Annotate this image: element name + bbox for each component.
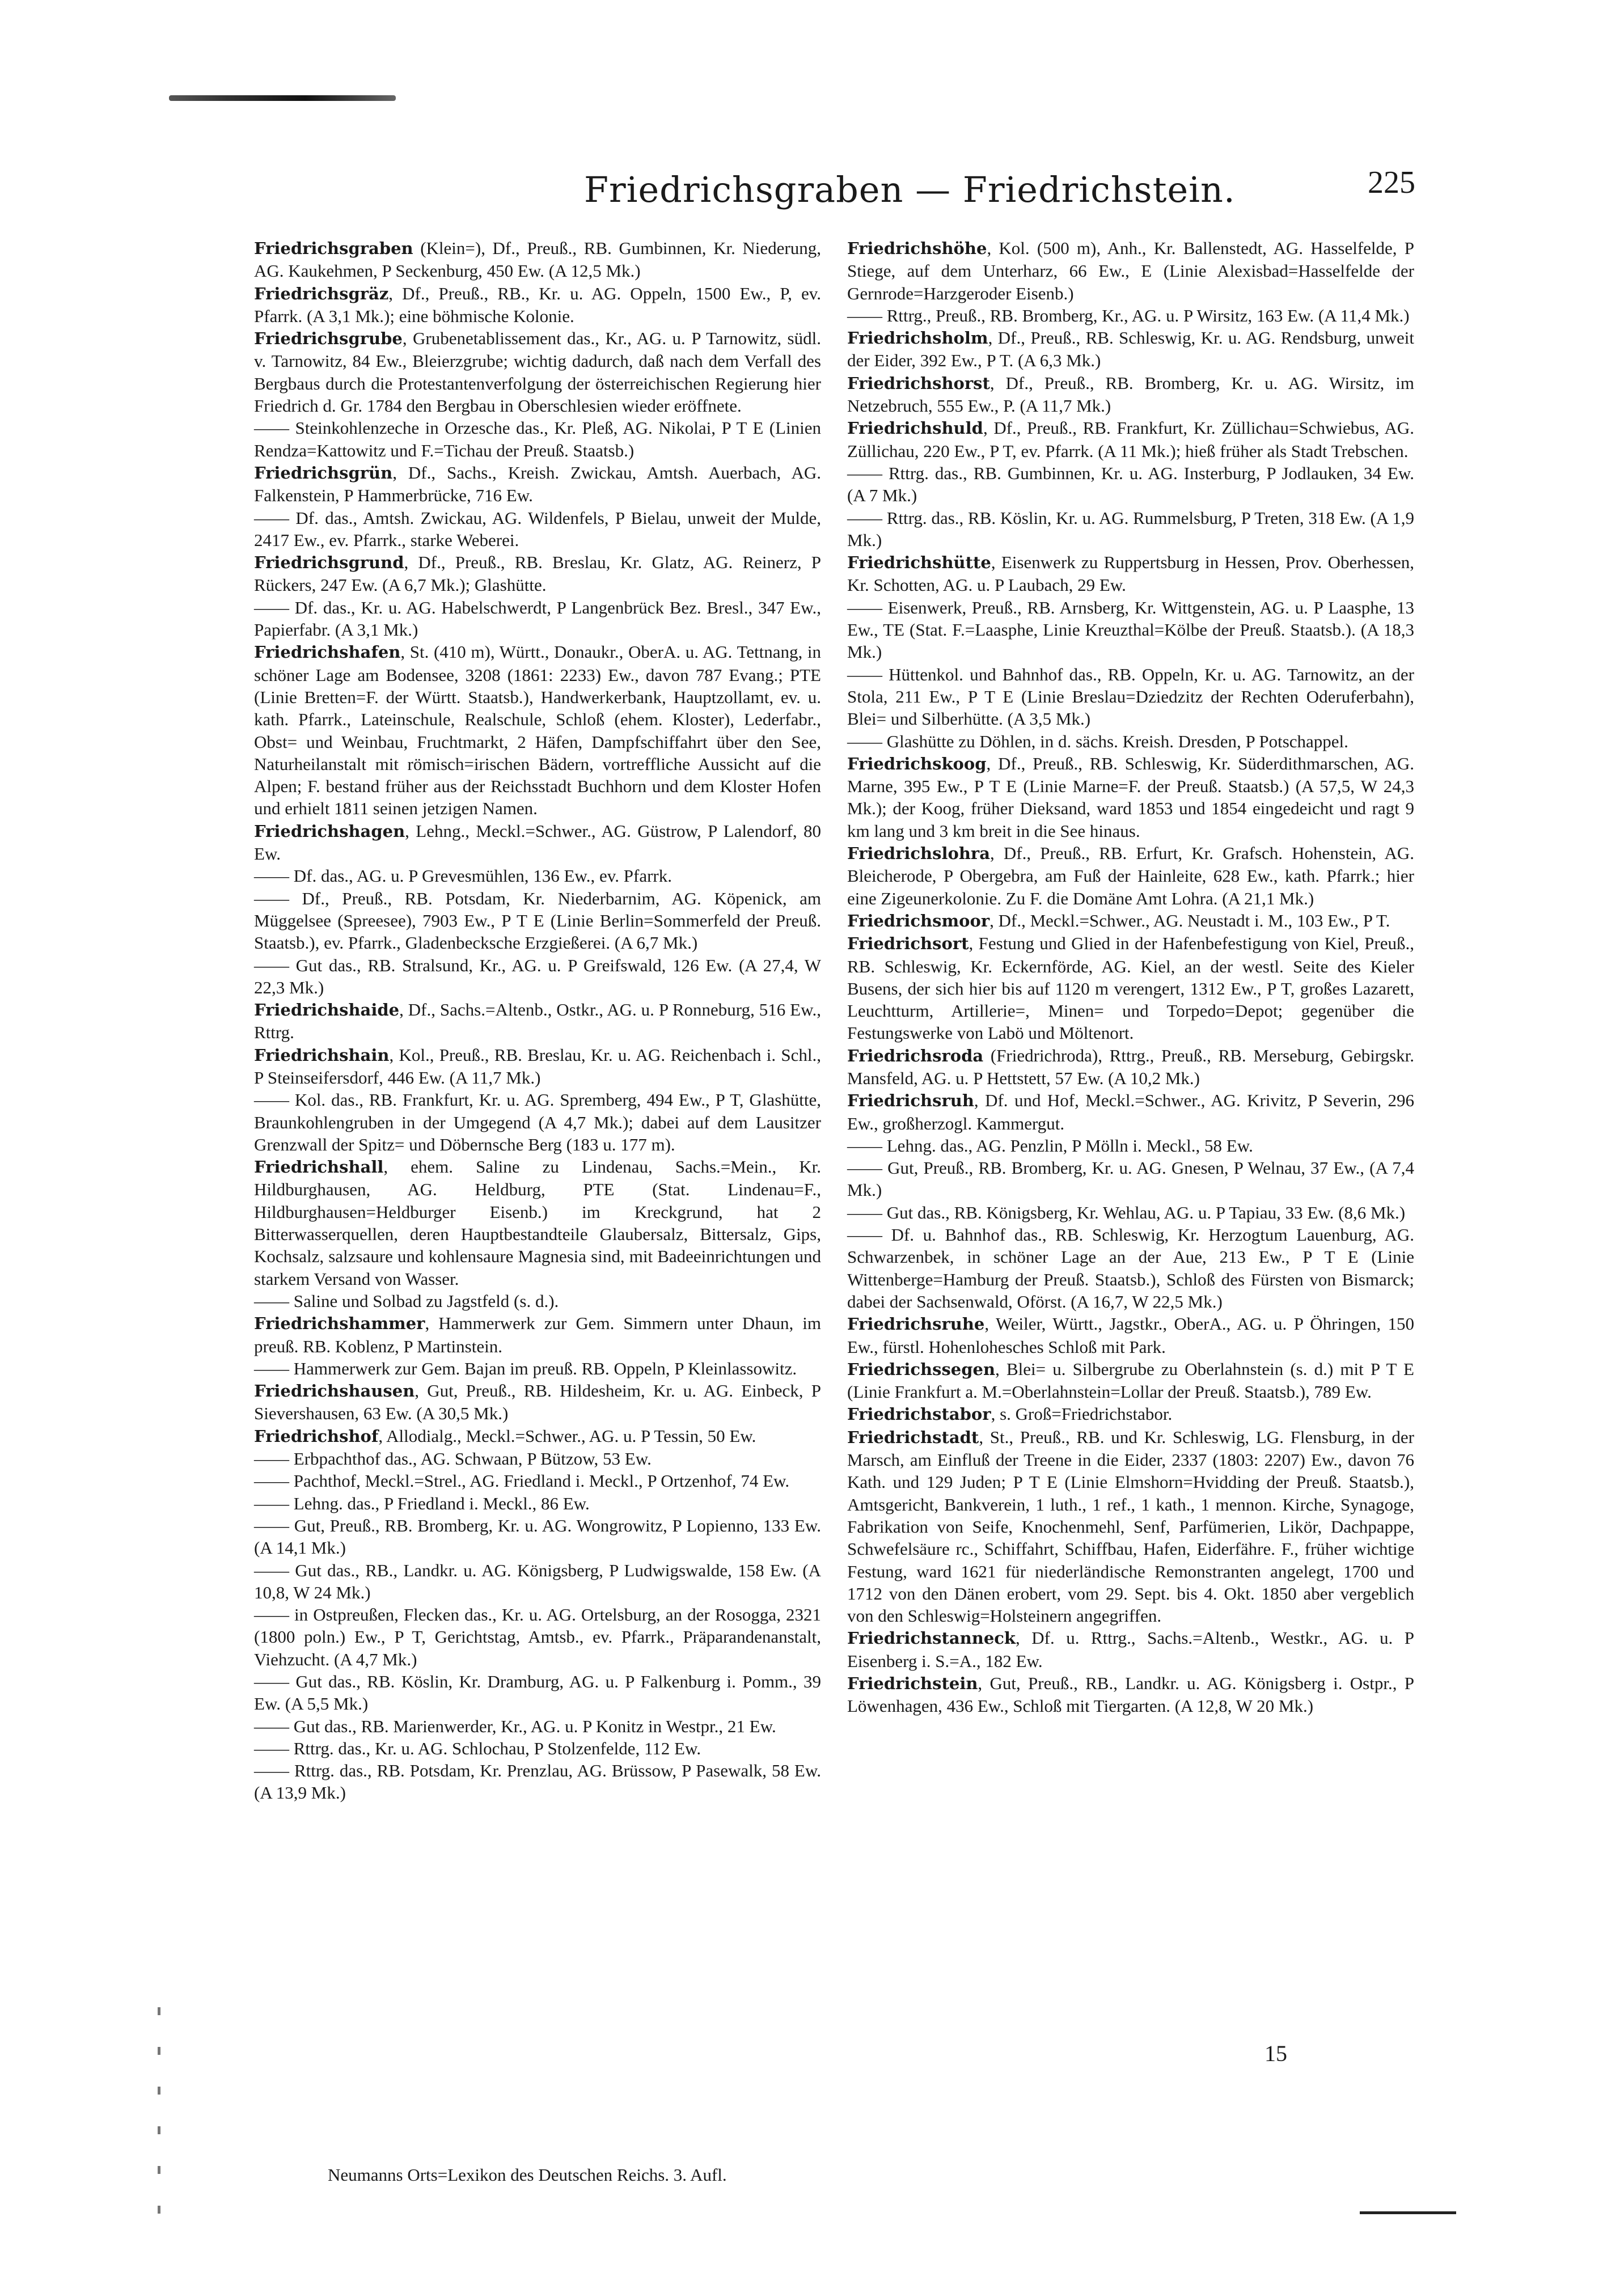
dictionary-entry bbox=[847, 1157, 1414, 1202]
entry-text: —— Hüttenkol. und Bahnhof das., RB. Oppeln, Kr. u. AG. Tarnowitz, an der Stola, 211 Ew., P T E (Linie Breslau=Dziedzitz der Rechten Oderuferbahn), Blei= und Silberhütte. (A 3,5 Mk.) bbox=[847, 664, 1414, 729]
entry-text: , Df. und Hof, Meckl.=Schwer., AG. Krivitz, P Severin, 296 Ew., großherzogl. Kammergut. bbox=[847, 1090, 1414, 1133]
dictionary-entry bbox=[847, 1426, 1414, 1627]
dictionary-entry bbox=[254, 507, 821, 552]
entry-text: , Hammerwerk zur Gem. Simmern unter Dhaun, im preuß. RB. Koblenz, P Martinstein. bbox=[254, 1313, 821, 1356]
dictionary-entry bbox=[254, 1470, 821, 1492]
dictionary-entry bbox=[847, 507, 1414, 552]
entry-text: , Df., Preuß., RB. Schleswig, Kr. u. AG. Rendsburg, unweit der Eider, 392 Ew., P T. (A 6,3 Mk.) bbox=[847, 328, 1414, 371]
entry-text: —— Saline und Solbad zu Jagstfeld (s. d.). bbox=[254, 1291, 559, 1311]
entry-text: —— Rttrg. das., RB. Köslin, Kr. u. AG. Rummelsburg, P Treten, 318 Ew. (A 1,9 Mk.) bbox=[847, 507, 1414, 550]
entry-text: , Blei= u. Silbergrube zu Oberlahnstein (s. d.) mit P T E (Linie Frankfurt a. M.=Oberlahnstein=Lollar der Preuß. Staatsb.), 789 Ew. bbox=[847, 1359, 1414, 1402]
entry-headword: Friedrichshall bbox=[254, 1157, 384, 1177]
entry-text: —— Kol. das., RB. Frankfurt, Kr. u. AG. Spremberg, 494 Ew., P T, Glashütte, Braunkohlengruben in der Umgegend (A 4,7 Mk.); dabei auf dem Lausitzer Grenzwall der Spitz= und Döbernsche Berg (183 u. 177 m). bbox=[254, 1090, 821, 1154]
entry-text: —— Rttrg. das., RB. Gumbinnen, Kr. u. AG. Insterburg, P Jodlauken, 34 Ew. (A 7 Mk.) bbox=[847, 463, 1414, 506]
entry-headword: Friedrichssegen bbox=[847, 1359, 996, 1379]
right-column bbox=[847, 237, 1414, 1717]
entry-text: —— Rttrg., Preuß., RB. Bromberg, Kr., AG. u. P Wirsitz, 163 Ew. (A 11,4 Mk.) bbox=[847, 305, 1410, 325]
entry-text: —— Df. u. Bahnhof das., RB. Schleswig, Kr. Herzogtum Lauenburg, AG. Schwarzenbek, in schöner Lage an der Aue, 213 Ew., P T E (Linie Wittenberge=Hamburg der Preuß. Staatsb.), Schloß des Fürsten von Bismarck; dabei der Sachsenwald, Oförst. (A 16,7, W 22,5 Mk.) bbox=[847, 1225, 1414, 1312]
dictionary-entry bbox=[254, 1357, 821, 1380]
dictionary-entry bbox=[847, 327, 1414, 372]
entry-text: —— Hammerwerk zur Gem. Bajan im preuß. RB. Oppeln, P Kleinlassowitz. bbox=[254, 1358, 797, 1378]
dictionary-entry bbox=[254, 417, 821, 462]
entry-text: , Gut, Preuß., RB. Hildesheim, Kr. u. AG. Einbeck, P Sievershausen, 63 Ew. (A 30,5 Mk.) bbox=[254, 1381, 821, 1424]
entry-headword: Friedrichshaide bbox=[254, 1000, 400, 1020]
dictionary-entry bbox=[254, 1425, 821, 1448]
entry-headword: Friedrichsgrün bbox=[254, 463, 393, 483]
entry-text: —— Glashütte zu Döhlen, in d. sächs. Kreish. Dresden, P Potschappel. bbox=[847, 731, 1348, 751]
entry-text: , Gut, Preuß., RB., Landkr. u. AG. Königsberg i. Ostpr., P Löwenhagen, 436 Ew., Schloß mit Tiergarten. (A 12,8, W 20 Mk.) bbox=[847, 1673, 1414, 1716]
dictionary-entry bbox=[254, 282, 821, 328]
entry-text: —— Gut das., RB. Köslin, Kr. Dramburg, AG. u. P Falkenburg i. Pomm., 39 Ew. (A 5,5 Mk.) bbox=[254, 1672, 821, 1714]
dictionary-entry bbox=[254, 1715, 821, 1737]
entry-headword: Friedrichshagen bbox=[254, 821, 405, 841]
entry-headword: Friedrichstabor bbox=[847, 1404, 991, 1424]
entry-text: , Kol. (500 m), Anh., Kr. Ballenstedt, AG. Hasselfelde, P Stiege, auf dem Unterharz, 66 Ew., E (Linie Alexisbad=Hasselfelde der Gernrode=Harzgeroder Eisenb.) bbox=[847, 238, 1414, 303]
entry-text: , Df., Preuß., RB. Breslau, Kr. Glatz, AG. Reinerz, P Rückers, 247 Ew. (A 6,7 Mk.); Glashütte. bbox=[254, 552, 821, 595]
dictionary-entry bbox=[847, 462, 1414, 507]
dictionary-entry bbox=[847, 1202, 1414, 1224]
entry-text: —— Gut, Preuß., RB. Bromberg, Kr. u. AG. Gnesen, P Welnau, 37 Ew., (A 7,4 Mk.) bbox=[847, 1158, 1414, 1200]
entry-headword: Friedrichshausen bbox=[254, 1381, 415, 1401]
entry-text: —— in Ostpreußen, Flecken das., Kr. u. AG. Ortelsburg, an der Rosogga, 2321 (1800 poln.) Ew., P T, Gerichtstag, Amtsb., ev. Pfarrk., Präparandenanstalt, Viehzucht. (A 4,7 Mk.) bbox=[254, 1605, 821, 1669]
dictionary-entry bbox=[254, 1156, 821, 1290]
dictionary-entry bbox=[254, 596, 821, 641]
entry-text: , Df., Meckl.=Schwer., AG. Neustadt i. M., 103 Ew., P T. bbox=[989, 910, 1390, 930]
entry-text: —— Gut das., RB., Landkr. u. AG. Königsberg, P Ludwigswalde, 158 Ew. (A 10,8, W 24 Mk.) bbox=[254, 1560, 821, 1602]
entry-text: —— Df. das., Kr. u. AG. Habelschwerdt, P Langenbrück Bez. Bresl., 347 Ew., Papierfabr. (A 3,1 Mk.) bbox=[254, 597, 821, 640]
dictionary-entry bbox=[254, 237, 821, 282]
dictionary-entry bbox=[847, 1135, 1414, 1157]
entry-headword: Friedrichsruh bbox=[847, 1091, 974, 1111]
dictionary-entry bbox=[254, 551, 821, 596]
dictionary-entry bbox=[254, 641, 821, 819]
entry-headword: Friedrichshammer bbox=[254, 1314, 425, 1334]
entry-headword: Friedrichstanneck bbox=[847, 1628, 1016, 1648]
dictionary-entry bbox=[254, 999, 821, 1044]
page-number: 225 bbox=[1368, 165, 1415, 200]
entry-text: , Eisenwerk zu Ruppertsburg in Hessen, Prov. Oberhessen, Kr. Schotten, AG. u. P Laubach, 29 Ew. bbox=[847, 552, 1414, 595]
entry-headword: Friedrichslohra bbox=[847, 844, 990, 864]
dictionary-entry bbox=[254, 327, 821, 417]
dictionary-entry bbox=[847, 1358, 1414, 1403]
entry-headword: Friedrichshöhe bbox=[847, 239, 987, 258]
entry-text: , ehem. Saline zu Lindenau, Sachs.=Mein., Kr. Hildburghausen, AG. Heldburg, PTE (Stat. Lindenau=F., Hildburghausen=Heldburger Eisenb.) im Kreckgrund, hat 2 Bitterwasserquellen, deren Hauptbestandteile Glaubersalz, Bittersalz, Gips, Kochsalz, salzsaure und kohlensaure Magnesia sind, mit Badeeinrichtungen und starkem Versand von Wasser. bbox=[254, 1157, 821, 1289]
entry-headword: Friedrichsroda bbox=[847, 1046, 984, 1065]
dictionary-entry bbox=[254, 1559, 821, 1604]
dictionary-entry bbox=[254, 1089, 821, 1156]
entry-text: —— Gut das., RB. Stralsund, Kr., AG. u. P Greifswald, 126 Ew. (A 27,4, W 22,3 Mk.) bbox=[254, 955, 821, 997]
entry-text: , Df., Preuß., RB. Bromberg, Kr. u. AG. Wirsitz, im Netzebruch, 555 Ew., P. (A 11,7 Mk.) bbox=[847, 373, 1414, 416]
dictionary-entry bbox=[254, 1737, 821, 1759]
entry-headword: Friedrichsort bbox=[847, 934, 969, 954]
entry-text: , Kol., Preuß., RB. Breslau, Kr. u. AG. Reichenbach i. Schl., P Steinseifersdorf, 446 Ew. (A 11,7 Mk.) bbox=[254, 1044, 821, 1088]
entry-headword: Friedrichsgrund bbox=[254, 553, 404, 573]
dictionary-entry bbox=[847, 842, 1414, 909]
page-title: Friedrichsgraben — Friedrichstein. bbox=[584, 169, 1236, 210]
dictionary-entry bbox=[254, 887, 821, 954]
corner-bar bbox=[1360, 2211, 1456, 2214]
entry-text: —— Df., Preuß., RB. Potsdam, Kr. Niederbarnim, AG. Köpenick, am Müggelsee (Spreesee), 7903 Ew., P T E (Linie Berlin=Sommerfeld der Preuß. Staatsb.), ev. Pfarrk., Gladenbecksche Erzgießerei. (A 6,7 Mk.) bbox=[254, 888, 821, 953]
entry-headword: Friedrichshain bbox=[254, 1045, 390, 1065]
dictionary-entry bbox=[254, 820, 821, 865]
dictionary-entry bbox=[254, 1759, 821, 1804]
dictionary-entry bbox=[254, 1514, 821, 1559]
entry-text: , St., Preuß., RB. und Kr. Schleswig, LG. Flensburg, in der Marsch, am Einfluß der Treene in die Eider, 2337 (1803: 2207) Ew., davon 76 Kath. und 129 Juden; P T E (Linie Elmshorn=Hvidding der Preuß. Staatsb.), Amtsgericht, Bankverein, 1 luth., 1 ref., 1 kath., 1 mennon. Kirche, Synagoge, Fabrikation von Seife, Knochenmehl, Senf, Parfümerien, Likör, Dachpappe, Schwefelsäure rc., Schiffahrt, Schiffbau, Hafen, Eiderfähre. F., früher wichtige Festung, ward 1621 für niederländische Remonstranten angelegt, 1700 und 1712 von den Dänen erobert, vom 29. Sept. bis 4. Okt. 1850 aber vergeblich von den Schleswig=Holsteinern angegriffen. bbox=[847, 1427, 1414, 1626]
entry-text: , St. (410 m), Württ., Donaukr., OberA. u. AG. Tettnang, in schöner Lage am Bodensee, 3208 (1861: 2233) Ew., davon 787 Evang.; PTE (Linie Bretten=F. der Württ. Staatsb.), Handwerkerbank, Hauptzollamt, ev. u. kath. Pfarrk., Lateinschule, Realschule, Schloß (ehem. Kloster), Lederfabr., Obst= und Weinbau, Fruchtmarkt, 2 Häfen, Dampfschiffahrt über den See, Naturheilanstalt mit römisch=irischen Bädern, vortreffliche Aussicht auf die Alpen; F. bestand früher aus der Reichsstadt Buchhorn und dem Kloster Hofen und erhielt 1811 seinen jetzigen Namen. bbox=[254, 642, 821, 819]
entry-text: , Df., Preuß., RB. Erfurt, Kr. Grafsch. Hohenstein, AG. Bleicherode, P Obergebra, am Fuß der Hainleite, 628 Ew., kath. Pfarrk.; hier eine Zigeunerkolonie. Zu F. die Domäne Amt Lohra. (A 21,1 Mk.) bbox=[847, 843, 1414, 908]
entry-text: , Festung und Glied in der Hafenbefestigung von Kiel, Preuß., RB. Schleswig, Kr. Eckernförde, AG. Kiel, an der westl. Seite des Kieler Busens, der sich hier bis auf 1120 m verengert, 1312 Ew., P T, großes Lazarett, Leuchtturm, Artillerie=, Minen= und Torpedo=Depot; gegenüber die Festungswerke von Labö und Möltenort. bbox=[847, 933, 1414, 1043]
entry-headword: Friedrichsmoor bbox=[847, 911, 990, 930]
entry-text: , Df. u. Rttrg., Sachs.=Altenb., Westkr., AG. u. P Eisenberg i. S.=A., 182 Ew. bbox=[847, 1628, 1414, 1671]
entry-text: (Friedrichroda), Rttrg., Preuß., RB. Merseburg, Gebirgskr. Mansfeld, AG. u. P Hettstett, 57 Ew. (A 10,2 Mk.) bbox=[847, 1045, 1414, 1088]
entry-text: —— Gut das., RB. Königsberg, Kr. Wehlau, AG. u. P Tapiau, 33 Ew. (8,6 Mk.) bbox=[847, 1202, 1406, 1222]
dictionary-entry bbox=[847, 1403, 1414, 1425]
signature-mark: 15 bbox=[1264, 2041, 1287, 2066]
dictionary-entry bbox=[847, 932, 1414, 1044]
dictionary-entry bbox=[847, 1089, 1414, 1135]
entry-headword: Friedrichshütte bbox=[847, 553, 991, 573]
publication-footer: Neumanns Orts=Lexikon des Deutschen Reichs. 3. Aufl. bbox=[328, 2165, 727, 2185]
entry-text: , Grubenetablissement das., Kr., AG. u. P Tarnowitz, südl. v. Tarnowitz, 84 Ew., Bleierzgrube; wichtig dadurch, daß nach dem Verfall des Bergbaus durch die Protestantenverfolgung der österreichischen Regierung hier Friedrich d. Gr. 1784 den Bergbau in Oberschlesien wieder eröffnete. bbox=[254, 328, 821, 416]
dictionary-entry bbox=[254, 1290, 821, 1312]
dictionary-entry bbox=[254, 1604, 821, 1670]
entry-text: —— Df. das., AG. u. P Grevesmühlen, 136 Ew., ev. Pfarrk. bbox=[254, 866, 672, 886]
dictionary-entry bbox=[847, 730, 1414, 752]
dictionary-entry bbox=[847, 237, 1414, 304]
dictionary-entry bbox=[847, 596, 1414, 663]
entry-text: —— Df. das., Amtsh. Zwickau, AG. Wildenfels, P Bielau, unweit der Mulde, 2417 Ew., ev. Pfarrk., starke Weberei. bbox=[254, 507, 821, 550]
scan-mark bbox=[169, 95, 396, 101]
entry-text: —— Steinkohlenzeche in Orzesche das., Kr. Pleß, AG. Nikolai, P T E (Linien Rendza=Kattowitz und F.=Tichau der Preuß. Staatsb.) bbox=[254, 418, 821, 460]
entry-headword: Friedrichsholm bbox=[847, 328, 988, 348]
dictionary-entry bbox=[847, 417, 1414, 462]
entry-text: , Df., Preuß., RB. Frankfurt, Kr. Züllichau=Schwiebus, AG. Züllichau, 220 Ew., P T, ev. Pfarrk. (A 11 Mk.); hieß früher als Stadt Trebschen. bbox=[847, 418, 1414, 461]
entry-text: —— Eisenwerk, Preuß., RB. Arnsberg, Kr. Wittgenstein, AG. u. P Laasphe, 13 Ew., TE (Stat. F.=Laasphe, Linie Kreuzthal=Kölbe der Preuß. Staatsb.). (A 18,3 Mk.) bbox=[847, 597, 1414, 662]
entry-headword: Friedrichstein bbox=[847, 1674, 978, 1693]
entry-text: , Weiler, Württ., Jagstkr., OberA., AG. u. P Öhringen, 150 Ew., fürstl. Hohenlohesches Schloß mit Park. bbox=[847, 1314, 1414, 1357]
entry-text: —— Erbpachthof das., AG. Schwaan, P Bützow, 53 Ew. bbox=[254, 1449, 652, 1469]
dictionary-entry bbox=[847, 1313, 1414, 1358]
dictionary-entry bbox=[847, 752, 1414, 842]
entry-headword: Friedrichskoog bbox=[847, 754, 987, 773]
dictionary-entry bbox=[847, 1224, 1414, 1313]
entry-headword: Friedrichsruhe bbox=[847, 1314, 985, 1334]
entry-text: —— Lehng. das., P Friedland i. Meckl., 86 Ew. bbox=[254, 1493, 590, 1513]
dictionary-entry bbox=[254, 865, 821, 887]
entry-text: , Df., Sachs.=Altenb., Ostkr., AG. u. P Ronneburg, 516 Ew., Rttrg. bbox=[254, 1000, 821, 1043]
entry-text: , Lehng., Meckl.=Schwer., AG. Güstrow, P Lalendorf, 80 Ew. bbox=[254, 820, 821, 864]
entry-text: —— Gut, Preuß., RB. Bromberg, Kr. u. AG. Wongrowitz, P Lopienno, 133 Ew. (A 14,1 Mk.) bbox=[254, 1515, 821, 1558]
entry-text: —— Pachthof, Meckl.=Strel., AG. Friedland i. Meckl., P Ortzenhof, 74 Ew. bbox=[254, 1471, 790, 1491]
entry-headword: Friedrichsgräz bbox=[254, 284, 389, 303]
dictionary-entry bbox=[847, 1627, 1414, 1672]
dictionary-entry bbox=[254, 1670, 821, 1715]
entry-text: (Klein=), Df., Preuß., RB. Gumbinnen, Kr. Niederung, AG. Kaukehmen, P Seckenburg, 450 Ew. (A 12,5 Mk.) bbox=[254, 238, 821, 281]
dictionary-entry bbox=[847, 551, 1414, 596]
entry-headword: Friedrichshuld bbox=[847, 418, 983, 438]
dictionary-entry bbox=[254, 1044, 821, 1089]
entry-headword: Friedrichstadt bbox=[847, 1427, 979, 1447]
dictionary-entry bbox=[847, 663, 1414, 730]
left-column bbox=[254, 237, 821, 1804]
dictionary-entry bbox=[847, 909, 1414, 932]
entry-headword: Friedrichshafen bbox=[254, 642, 401, 662]
dictionary-entry bbox=[254, 954, 821, 999]
entry-headword: Friedrichshof bbox=[254, 1426, 379, 1446]
entry-text: —— Gut das., RB. Marienwerder, Kr., AG. u. P Konitz in Westpr., 21 Ew. bbox=[254, 1716, 776, 1736]
dictionary-entry bbox=[254, 1448, 821, 1470]
dictionary-entry bbox=[254, 1492, 821, 1514]
dictionary-entry bbox=[847, 1044, 1414, 1090]
entry-text: , Allodialg., Meckl.=Schwer., AG. u. P Tessin, 50 Ew. bbox=[378, 1425, 756, 1446]
dictionary-entry bbox=[254, 1312, 821, 1357]
dictionary-entry bbox=[254, 462, 821, 507]
dictionary-entry bbox=[847, 304, 1414, 327]
entry-text: —— Rttrg. das., RB. Potsdam, Kr. Prenzlau, AG. Brüssow, P Pasewalk, 58 Ew. (A 13,9 Mk.) bbox=[254, 1761, 821, 1803]
dictionary-entry bbox=[847, 1672, 1414, 1717]
entry-text: —— Lehng. das., AG. Penzlin, P Mölln i. Meckl., 58 Ew. bbox=[847, 1135, 1253, 1156]
entry-text: —— Rttrg. das., Kr. u. AG. Schlochau, P Stolzenfelde, 112 Ew. bbox=[254, 1738, 701, 1758]
entry-headword: Friedrichsgraben bbox=[254, 239, 413, 258]
entry-headword: Friedrichshorst bbox=[847, 373, 990, 393]
entry-text: , s. Groß=Friedrichstabor. bbox=[991, 1404, 1173, 1424]
entry-text: , Df., Sachs., Kreish. Zwickau, Amtsh. Auerbach, AG. Falkenstein, P Hammerbrücke, 716 Ew. bbox=[254, 462, 821, 506]
entry-headword: Friedrichsgrube bbox=[254, 329, 403, 349]
dictionary-entry bbox=[254, 1380, 821, 1425]
dictionary-entry bbox=[847, 372, 1414, 417]
left-specks bbox=[158, 2007, 162, 2245]
entry-text: , Df., Preuß., RB., Kr. u. AG. Oppeln, 1500 Ew., P, ev. Pfarrk. (A 3,1 Mk.); eine böhmische Kolonie. bbox=[254, 283, 821, 326]
entry-text: , Df., Preuß., RB. Schleswig, Kr. Süderdithmarschen, AG. Marne, 395 Ew., P T E (Linie Marne=F. der Preuß. Staatsb.) (A 57,5, W 24,3 Mk.); der Koog, früher Dieksand, ward 1853 und 1854 eingedeicht und ragt 9 km lang und 3 km breit in die See hinaus. bbox=[847, 753, 1414, 841]
